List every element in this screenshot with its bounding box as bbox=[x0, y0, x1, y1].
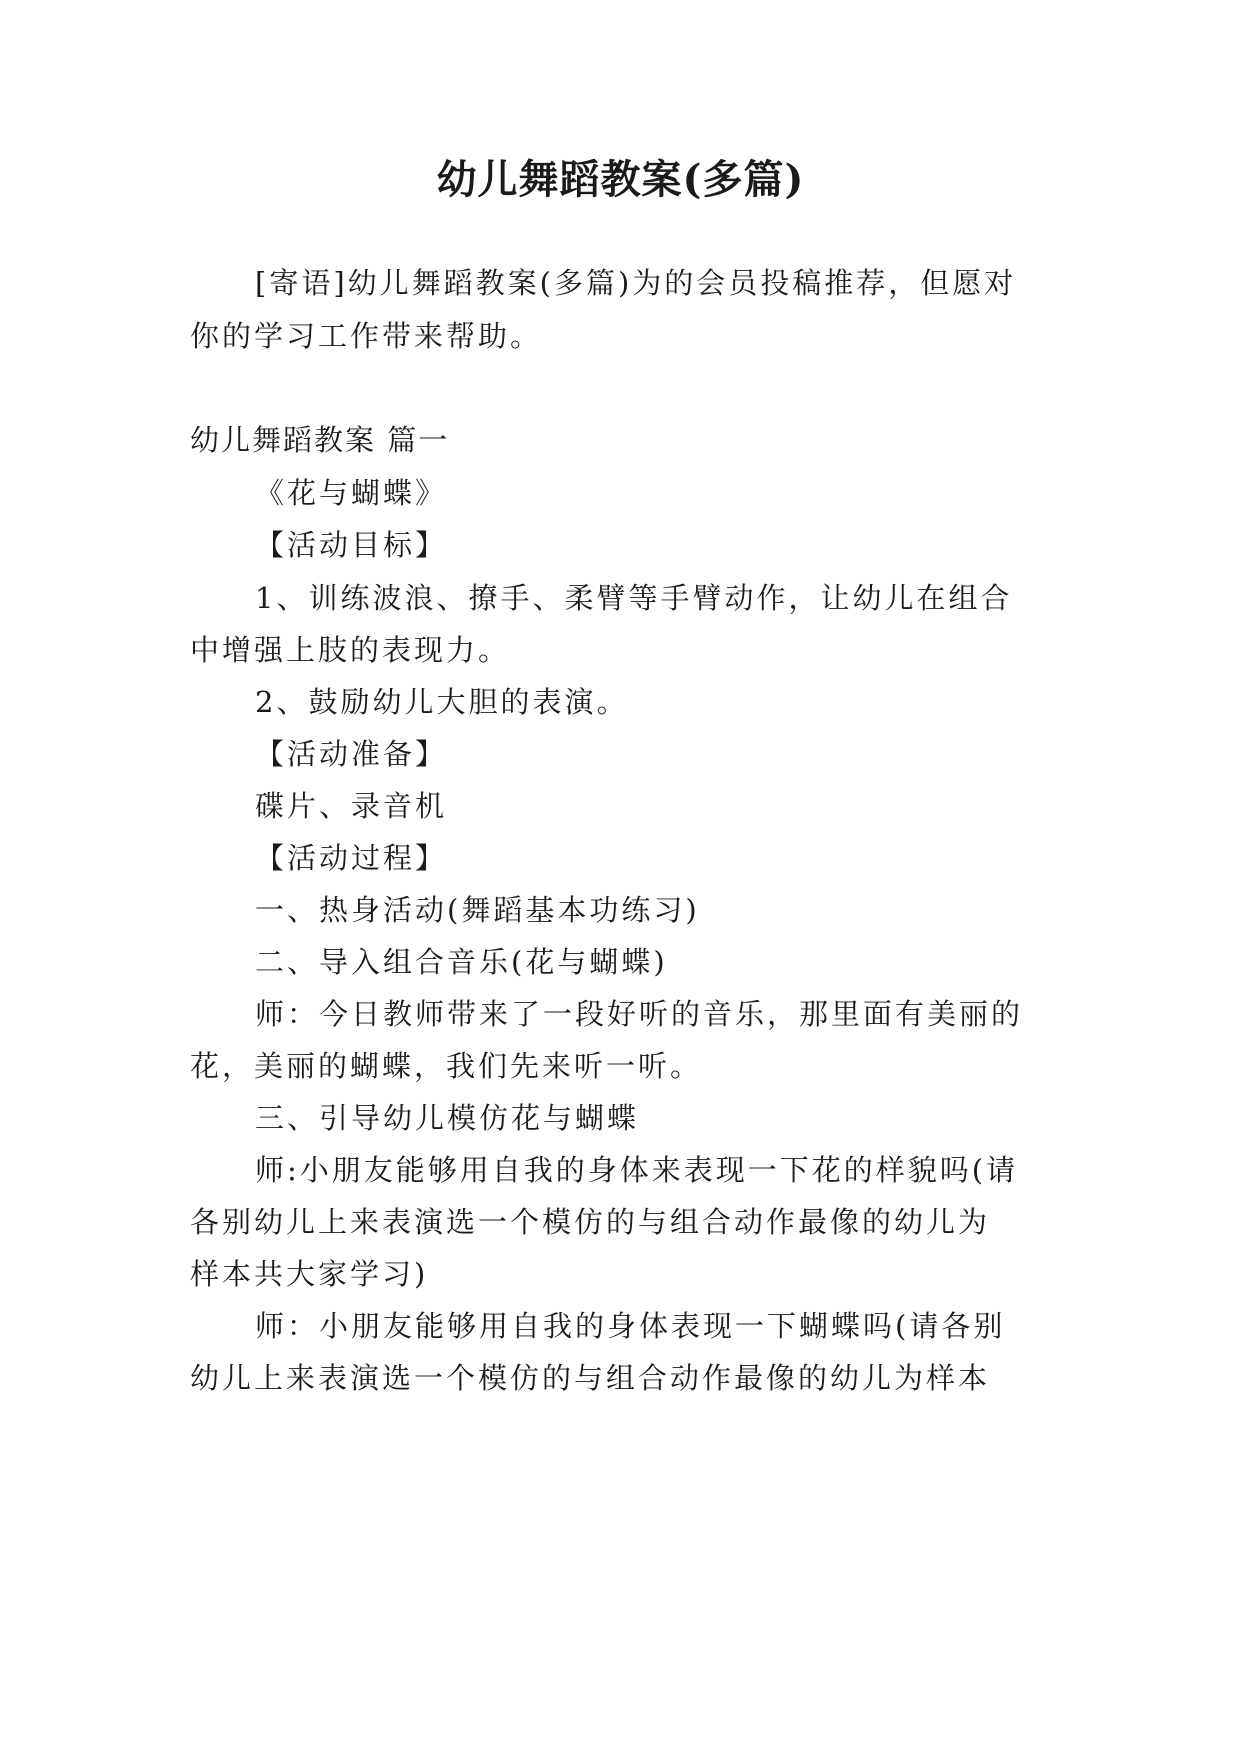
prep-heading: 【活动准备】 bbox=[255, 737, 448, 771]
teacher-2-line-2: 各别幼儿上来表演选一个模仿的与组合动作最像的幼儿为 bbox=[190, 1205, 991, 1239]
goal-2: 2、鼓励幼儿大胆的表演。 bbox=[255, 685, 629, 719]
intro-line-2: 你的学习工作带来帮助。 bbox=[190, 319, 543, 353]
step-2: 二、导入组合音乐(花与蝴蝶) bbox=[255, 945, 668, 979]
step-3: 三、引导幼儿模仿花与蝴蝶 bbox=[255, 1101, 640, 1135]
teacher-1-line-1: 师：今日教师带来了一段好听的音乐，那里面有美丽的 bbox=[255, 997, 1024, 1031]
step-1: 一、热身活动(舞蹈基本功练习) bbox=[255, 893, 700, 927]
prep-text: 碟片、录音机 bbox=[255, 789, 448, 823]
teacher-3-line-1: 师：小朋友能够用自我的身体表现一下蝴蝶吗(请各别 bbox=[255, 1309, 1006, 1343]
document-title: 幼儿舞蹈教案(多篇) bbox=[436, 156, 805, 203]
intro-line-1: [寄语]幼儿舞蹈教案(多篇)为的会员投稿推荐，但愿对 bbox=[255, 266, 1017, 300]
goals-heading: 【活动目标】 bbox=[255, 528, 448, 562]
teacher-1-line-2: 花，美丽的蝴蝶，我们先来听一听。 bbox=[190, 1049, 703, 1083]
teacher-3-line-2: 幼儿上来表演选一个模仿的与组合动作最像的幼儿为样本 bbox=[190, 1361, 991, 1395]
section-heading: 幼儿舞蹈教案 篇一 bbox=[190, 423, 450, 457]
goal-1-line-2: 中增强上肢的表现力。 bbox=[190, 633, 511, 667]
lesson-title: 《花与蝴蝶》 bbox=[255, 476, 448, 510]
process-heading: 【活动过程】 bbox=[255, 841, 448, 875]
teacher-2-line-3: 样本共大家学习) bbox=[190, 1257, 429, 1291]
teacher-2-line-1: 师:小朋友能够用自我的身体来表现一下花的样貌吗(请 bbox=[255, 1153, 1019, 1187]
goal-1-line-1: 1、训练波浪、撩手、柔臂等手臂动作，让幼儿在组合 bbox=[255, 581, 1013, 615]
